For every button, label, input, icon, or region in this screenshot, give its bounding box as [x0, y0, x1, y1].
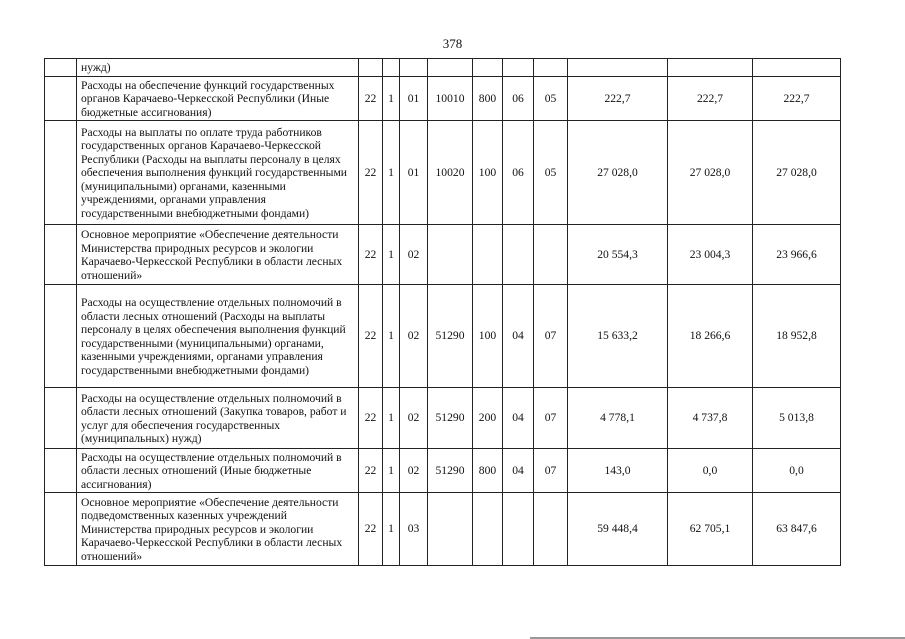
description-cell: Расходы на осуществление отдельных полномочий в области лесных отношений (Расходы на выплаты персоналу в целях обеспечения выполнения функций государственными (муниципальными) органами, казенными учреждениями, органами управления государственными внебюджетными фондами): [77, 285, 359, 388]
code-mero-cell: 01: [400, 121, 428, 225]
value-year1-cell: 27 028,0: [568, 121, 668, 225]
code-pr-cell: [534, 59, 568, 77]
code-vr-cell: 800: [473, 449, 503, 493]
row-number-cell: [45, 285, 77, 388]
description-cell: Расходы на обеспечение функций государственных органов Карачаево-Черкесской Республики (Иные бюджетные ассигнования): [77, 77, 359, 121]
code-dir-cell: 51290: [428, 388, 473, 449]
value-year2-cell: 23 004,3: [668, 225, 753, 285]
value-year2-cell: 4 737,8: [668, 388, 753, 449]
code-dir-cell: 10020: [428, 121, 473, 225]
value-year3-cell: 63 847,6: [753, 493, 841, 566]
value-year3-cell: 0,0: [753, 449, 841, 493]
code-rz-cell: [503, 493, 534, 566]
description-cell: Основное мероприятие «Обеспечение деятельности подведомственных казенных учреждений Министерства природных ресурсов и экологии Карачаево-Черкесской Республики в области лесных отношений»: [77, 493, 359, 566]
code-vr-cell: 800: [473, 77, 503, 121]
description-cell: нужд): [77, 59, 359, 77]
code-pr-cell: 05: [534, 77, 568, 121]
table-row: [45, 59, 841, 77]
value-year2-cell: [668, 59, 753, 77]
row-number-cell: [45, 449, 77, 493]
code-mero-cell: 02: [400, 225, 428, 285]
row-number-cell: [45, 121, 77, 225]
code-vr-cell: 200: [473, 388, 503, 449]
code-dir-cell: 51290: [428, 285, 473, 388]
code-pr-cell: 07: [534, 285, 568, 388]
code-dir-cell: [428, 225, 473, 285]
code-gr-cell: 22: [359, 285, 383, 388]
code-rz-cell: 04: [503, 285, 534, 388]
code-dir-cell: [428, 493, 473, 566]
budget-table: [44, 58, 841, 566]
code-rz-cell: 04: [503, 388, 534, 449]
code-vr-cell: [473, 493, 503, 566]
table-row: [45, 225, 841, 285]
code-gr-cell: 22: [359, 225, 383, 285]
code-gr-cell: [359, 59, 383, 77]
code-pr-cell: 07: [534, 388, 568, 449]
code-pp-cell: 1: [383, 121, 400, 225]
row-number-cell: [45, 388, 77, 449]
code-pp-cell: 1: [383, 77, 400, 121]
code-rz-cell: [503, 59, 534, 77]
code-mero-cell: 02: [400, 388, 428, 449]
value-year1-cell: [568, 59, 668, 77]
value-year2-cell: 62 705,1: [668, 493, 753, 566]
code-pr-cell: 07: [534, 449, 568, 493]
code-vr-cell: [473, 59, 503, 77]
code-gr-cell: 22: [359, 449, 383, 493]
description-cell: Расходы на осуществление отдельных полномочий в области лесных отношений (Иные бюджетные ассигнования): [77, 449, 359, 493]
code-mero-cell: 01: [400, 77, 428, 121]
value-year1-cell: 4 778,1: [568, 388, 668, 449]
code-rz-cell: [503, 225, 534, 285]
code-rz-cell: 06: [503, 77, 534, 121]
description-cell: Расходы на выплаты по оплате труда работников государственных органов Карачаево-Черкесской Республики (Расходы на выплаты персоналу в целях обеспечения выполнения функций государственными (муниципальными) органами, казенными учреждениями, органами управления государственными внебюджетными фондами): [77, 121, 359, 225]
page-number: 378: [442, 36, 463, 51]
code-pr-cell: [534, 225, 568, 285]
code-pp-cell: [383, 59, 400, 77]
table-row: [45, 77, 841, 121]
value-year1-cell: 15 633,2: [568, 285, 668, 388]
code-gr-cell: 22: [359, 121, 383, 225]
value-year3-cell: 5 013,8: [753, 388, 841, 449]
row-number-cell: [45, 493, 77, 566]
code-pr-cell: 05: [534, 121, 568, 225]
code-gr-cell: 22: [359, 77, 383, 121]
value-year1-cell: 20 554,3: [568, 225, 668, 285]
table-row: [45, 388, 841, 449]
code-dir-cell: 51290: [428, 449, 473, 493]
code-dir-cell: 10010: [428, 77, 473, 121]
value-year1-cell: 143,0: [568, 449, 668, 493]
code-mero-cell: [400, 59, 428, 77]
code-dir-cell: [428, 59, 473, 77]
code-pp-cell: 1: [383, 388, 400, 449]
table-row: [45, 493, 841, 566]
code-gr-cell: 22: [359, 493, 383, 566]
code-rz-cell: 06: [503, 121, 534, 225]
value-year2-cell: 0,0: [668, 449, 753, 493]
value-year2-cell: 222,7: [668, 77, 753, 121]
code-vr-cell: 100: [473, 285, 503, 388]
code-mero-cell: 03: [400, 493, 428, 566]
budget-table-body: [45, 59, 841, 566]
value-year3-cell: [753, 59, 841, 77]
value-year3-cell: 27 028,0: [753, 121, 841, 225]
code-vr-cell: [473, 225, 503, 285]
code-rz-cell: 04: [503, 449, 534, 493]
description-cell: Основное мероприятие «Обеспечение деятельности Министерства природных ресурсов и экологии Карачаево-Черкесской Республики в области лесных отношений»: [77, 225, 359, 285]
description-cell: Расходы на осуществление отдельных полномочий в области лесных отношений (Закупка товаров, работ и услуг для обеспечения государственных (муниципальных) нужд): [77, 388, 359, 449]
value-year3-cell: 23 966,6: [753, 225, 841, 285]
value-year3-cell: 222,7: [753, 77, 841, 121]
row-number-cell: [45, 77, 77, 121]
value-year1-cell: 222,7: [568, 77, 668, 121]
code-gr-cell: 22: [359, 388, 383, 449]
table-row: [45, 121, 841, 225]
value-year2-cell: 18 266,6: [668, 285, 753, 388]
code-pp-cell: 1: [383, 225, 400, 285]
code-pp-cell: 1: [383, 449, 400, 493]
code-vr-cell: 100: [473, 121, 503, 225]
row-number-cell: [45, 59, 77, 77]
code-pp-cell: 1: [383, 285, 400, 388]
table-row: [45, 285, 841, 388]
table-row: [45, 449, 841, 493]
code-pp-cell: 1: [383, 493, 400, 566]
code-mero-cell: 02: [400, 449, 428, 493]
code-pr-cell: [534, 493, 568, 566]
row-number-cell: [45, 225, 77, 285]
value-year2-cell: 27 028,0: [668, 121, 753, 225]
value-year1-cell: 59 448,4: [568, 493, 668, 566]
code-mero-cell: 02: [400, 285, 428, 388]
value-year3-cell: 18 952,8: [753, 285, 841, 388]
